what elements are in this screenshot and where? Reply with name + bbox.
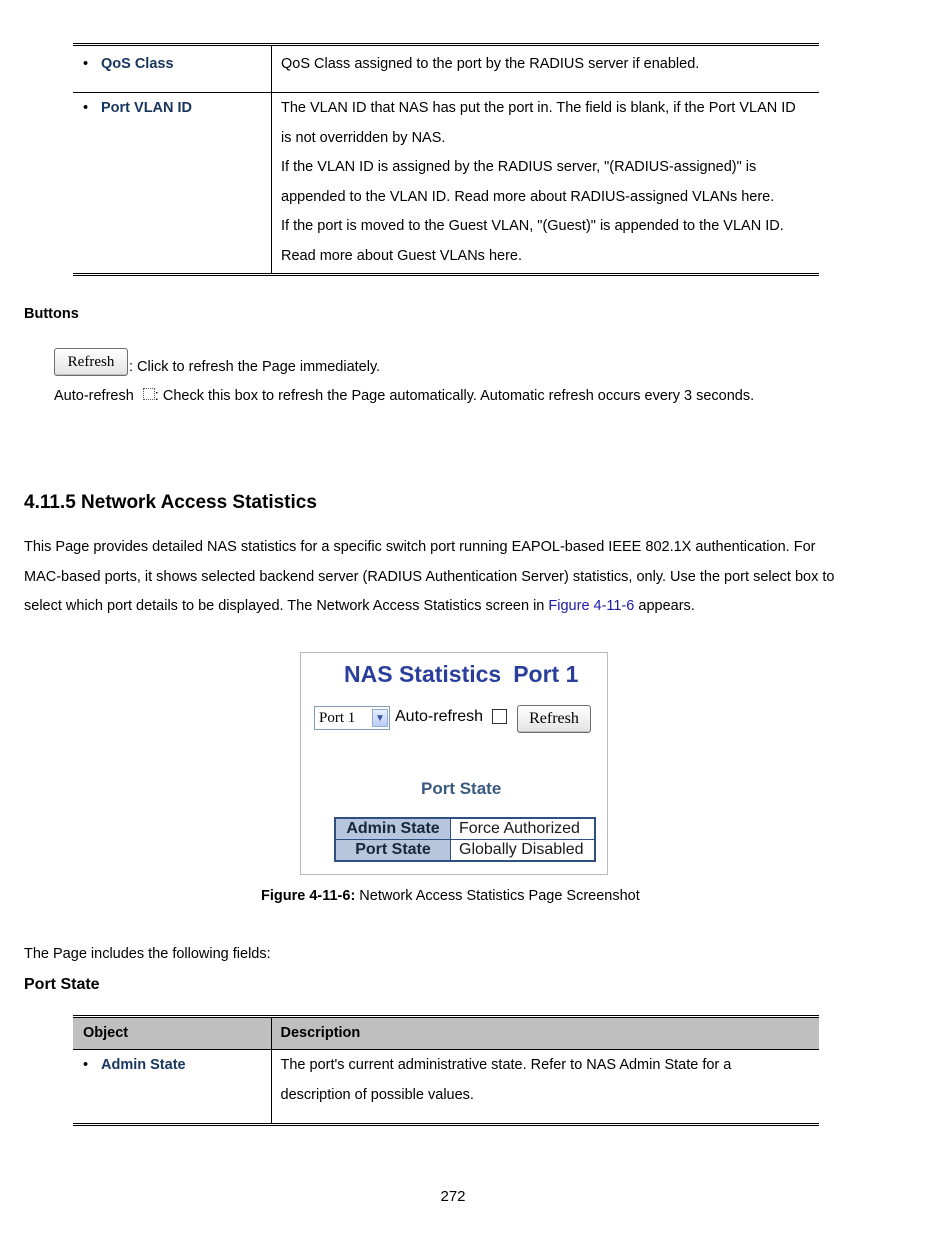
description-line: QoS Class assigned to the port by the RADIUS server if enabled. <box>281 56 700 72</box>
autorefresh-checkbox[interactable] <box>143 388 155 400</box>
state-key: Port State <box>335 840 451 862</box>
paragraph-line: select which port details to be displayed. The Network Access Statistics screen in Figure 4-11-6 appears. <box>24 598 695 614</box>
table-row: • Port VLAN ID The VLAN ID that NAS has put the port in. The field is blank, if the Port VLAN ID is not overridden by NAS. If the VLAN ID is assigned by the RADIUS server, "(RADIUS-assigned)" is appended to the VLAN ID. Read more about RADIUS-assigned VLANs here. If the port is moved to the Guest VLAN, "(Guest)" is appended to the VLAN ID. Read more about Guest VLANs here. <box>73 93 819 275</box>
screenshot-title: NAS Statistics Port 1 <box>344 661 579 687</box>
page-number: 272 <box>440 1188 466 1205</box>
description-line: The port's current administrative state. Refer to NAS Admin State for a <box>280 1057 732 1073</box>
section-paragraph <box>24 533 864 622</box>
description-line: The VLAN ID that NAS has put the port in. The field is blank, if the Port VLAN ID <box>281 100 796 116</box>
description-line: If the port is moved to the Guest VLAN, "(Guest)" is appended to the VLAN ID. <box>281 218 784 234</box>
autorefresh-text: : Check this box to refresh the Page automatically. Automatic refresh occurs every 3 seconds. <box>154 388 755 404</box>
chevron-down-icon: ▼ <box>372 709 388 727</box>
port-state-subtitle: Port State <box>421 779 502 798</box>
port-state-field-table <box>73 1015 819 1126</box>
autorefresh-checkbox[interactable] <box>492 709 507 724</box>
table-row <box>335 818 595 840</box>
nas-statistics-screenshot <box>300 652 608 875</box>
paragraph-line: MAC-based ports, it shows selected backend server (RADIUS Authentication Server) statistics, only. Use the port select box to <box>24 568 835 585</box>
refresh-button[interactable]: Refresh <box>54 348 128 376</box>
fields-intro: The Page includes the following fields: <box>24 946 271 962</box>
table-row <box>335 840 595 862</box>
description-line: is not overridden by NAS. <box>281 129 446 146</box>
port-select[interactable]: Port 1 ▼ <box>314 706 390 730</box>
paragraph-line: This Page provides detailed NAS statistics for a specific switch port running EAPOL-based IEEE 802.1X authentication. For <box>24 539 816 555</box>
figure-link[interactable]: Figure 4-11-6 <box>548 598 635 614</box>
top-field-table <box>73 43 819 276</box>
port-state-table <box>334 817 596 862</box>
description-line: Read more about Guest VLANs here. <box>281 247 522 264</box>
header-object: Object <box>83 1025 129 1041</box>
description-line: If the VLAN ID is assigned by the RADIUS server, "(RADIUS-assigned)" is <box>281 159 757 175</box>
section-heading: 4.11.5 Network Access Statistics <box>24 492 317 513</box>
header-description: Description <box>280 1025 361 1041</box>
state-value: Force Authorized <box>451 818 596 840</box>
object-name: Port VLAN ID <box>101 100 193 116</box>
figure-caption: Figure 4-11-6: Network Access Statistics Page Screenshot <box>261 888 640 904</box>
autorefresh-description <box>54 388 754 404</box>
object-name: Admin State <box>101 1057 186 1073</box>
refresh-button[interactable]: Refresh <box>517 705 591 733</box>
autorefresh-label: Auto-refresh <box>395 708 484 725</box>
refresh-description <box>54 348 380 376</box>
table-header-row <box>73 1017 819 1050</box>
table-row: • QoS Class QoS Class assigned to the port by the RADIUS server if enabled. <box>73 45 819 93</box>
state-value: Globally Disabled <box>451 840 596 862</box>
object-name: QoS Class <box>101 56 174 72</box>
buttons-heading: Buttons <box>24 306 79 322</box>
port-state-heading: Port State <box>24 976 100 993</box>
description-line: description of possible values. <box>280 1086 474 1103</box>
description-line: appended to the VLAN ID. Read more about RADIUS-assigned VLANs here. <box>281 188 775 205</box>
refresh-text: : Click to refresh the Page immediately. <box>129 359 381 375</box>
state-key: Admin State <box>335 818 451 840</box>
table-row: • Admin State The port's current administrative state. Refer to NAS Admin State for a description of possible values. <box>73 1050 819 1125</box>
autorefresh-label: Auto-refresh <box>54 388 134 404</box>
